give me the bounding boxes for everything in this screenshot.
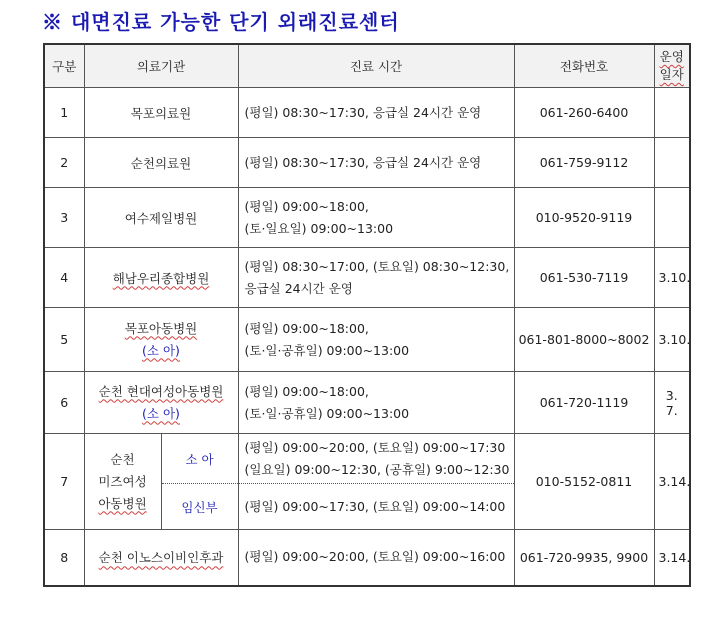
hours-line-1: (평일) 08:30~17:00, (토요일) 08:30~12:30, xyxy=(244,258,510,274)
hours-line-1: (평일) 09:00~18:00, xyxy=(244,383,369,399)
hours-cell: (평일) 08:30~17:30, 응급실 24시간 운영 xyxy=(238,138,514,188)
date-cell xyxy=(654,138,690,188)
header-phone: 전화번호 xyxy=(514,44,654,88)
table-row xyxy=(44,138,690,188)
hours-cell: (평일) 09:00~20:00, (토요일) 09:00~16:00 xyxy=(238,530,514,586)
institution-tag: (소 아) xyxy=(142,405,180,421)
header-date xyxy=(654,44,690,88)
row-num: 5 xyxy=(44,308,84,372)
hours-line-1: (평일) 09:00~18:00, xyxy=(244,320,369,336)
row-num: 6 xyxy=(44,372,84,434)
sub-category-pediatric: 소 아 xyxy=(161,434,238,484)
hours-cell: (평일) 09:00~17:30, (토요일) 09:00~14:00 xyxy=(238,484,514,530)
clinic-table xyxy=(43,43,691,587)
institution-tag: (소 아) xyxy=(142,342,180,358)
header-date-line2: 일자 xyxy=(659,67,684,82)
table-row xyxy=(44,434,690,484)
institution-cell xyxy=(84,434,161,530)
sub-category-pregnant: 임신부 xyxy=(161,484,238,530)
institution-name: 순천 이노스이비인후과 xyxy=(84,530,238,586)
table-row xyxy=(44,308,690,372)
hours-line-1: (평일) 09:00~20:00, (토요일) 09:00~17:30 xyxy=(244,439,506,455)
institution-name: 여수제일병원 xyxy=(84,188,238,248)
hours-cell xyxy=(238,248,514,308)
hours-cell xyxy=(238,434,514,484)
row-num: 3 xyxy=(44,188,84,248)
hours-cell xyxy=(238,372,514,434)
hours-cell xyxy=(238,188,514,248)
institution-name: 해남우리종합병원 xyxy=(84,248,238,308)
phone-cell: 061-759-9112 xyxy=(514,138,654,188)
date-cell xyxy=(654,88,690,138)
row-num: 1 xyxy=(44,88,84,138)
page-title: ※ 대면진료 가능한 단기 외래진료센터 xyxy=(42,10,400,34)
institution-name: 순천의료원 xyxy=(84,138,238,188)
phone-cell: 010-5152-0811 xyxy=(514,434,654,530)
date-cell: 3.14. xyxy=(654,530,690,586)
hours-cell: (평일) 08:30~17:30, 응급실 24시간 운영 xyxy=(238,88,514,138)
phone-cell: 010-9520-9119 xyxy=(514,188,654,248)
institution-line-3: 아동병원 xyxy=(98,495,147,511)
date-cell xyxy=(654,188,690,248)
hours-line-2: (일요일) 09:00~12:30, (공휴일) 9:00~12:30 xyxy=(244,461,510,477)
phone-cell: 061-720-1119 xyxy=(514,372,654,434)
date-cell: 3.10. xyxy=(654,248,690,308)
institution-name: 순천 현대여성아동병원 xyxy=(98,383,224,399)
hours-line-2: (토·일·공휴일) 09:00~13:00 xyxy=(244,342,410,358)
table-row xyxy=(44,372,690,434)
institution-line-2: 미즈여성 xyxy=(98,473,147,489)
phone-cell: 061-530-7119 xyxy=(514,248,654,308)
hours-line-2: (토·일·공휴일) 09:00~13:00 xyxy=(244,405,410,421)
phone-cell: 061-801-8000~8002 xyxy=(514,308,654,372)
date-cell: 3. 7. xyxy=(654,372,690,434)
hours-line-1: (평일) 09:00~18:00, xyxy=(244,198,369,214)
date-cell: 3.14. xyxy=(654,434,690,530)
institution-name: 목포아동병원 xyxy=(124,320,198,336)
institution-name: 목포의료원 xyxy=(84,88,238,138)
hours-line-2: 응급실 24시간 운영 xyxy=(244,280,353,296)
institution-line-1: 순천 xyxy=(110,451,135,467)
table-row xyxy=(44,88,690,138)
table-row xyxy=(44,248,690,308)
header-num: 구분 xyxy=(44,44,84,88)
table-row xyxy=(44,188,690,248)
row-num: 2 xyxy=(44,138,84,188)
phone-cell: 061-260-6400 xyxy=(514,88,654,138)
row-num: 7 xyxy=(44,434,84,530)
hours-line-2: (토·일요일) 09:00~13:00 xyxy=(244,220,394,236)
table-header-row xyxy=(44,44,690,88)
phone-cell: 061-720-9935, 9900 xyxy=(514,530,654,586)
header-date-line1: 운영 xyxy=(659,49,684,64)
institution-cell xyxy=(84,308,238,372)
row-num: 4 xyxy=(44,248,84,308)
date-cell: 3.10. xyxy=(654,308,690,372)
table-row xyxy=(44,530,690,586)
header-institution: 의료기관 xyxy=(84,44,238,88)
hours-cell xyxy=(238,308,514,372)
institution-cell xyxy=(84,372,238,434)
header-hours: 진료 시간 xyxy=(238,44,514,88)
row-num: 8 xyxy=(44,530,84,586)
